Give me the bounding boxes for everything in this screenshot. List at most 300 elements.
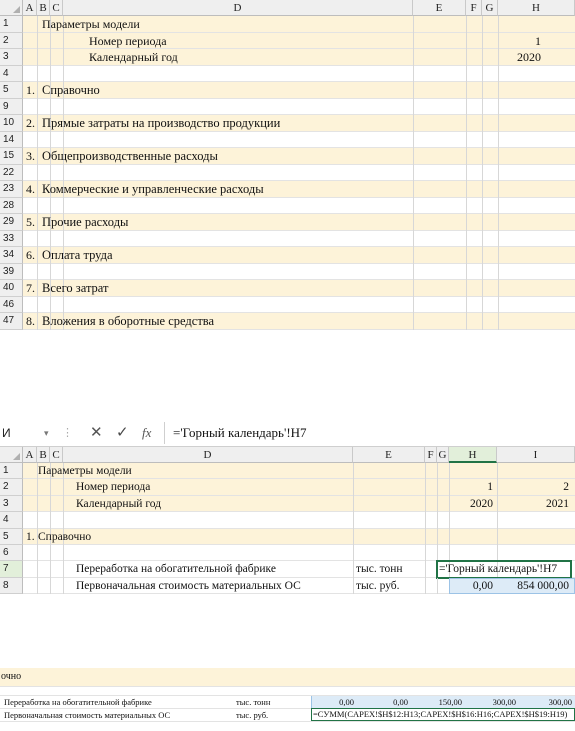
grid-line <box>482 297 483 314</box>
grid-line <box>353 578 354 594</box>
grid-line <box>437 545 438 561</box>
row-label: Общепроизводственные расходы <box>42 149 218 163</box>
sheet-row <box>0 545 575 561</box>
row-label: Параметры модели <box>38 465 132 477</box>
grid-line <box>497 496 498 512</box>
row-label: Прямые затраты на производство продукции <box>42 116 281 130</box>
value-cell[interactable]: 2020 <box>470 497 493 510</box>
grid-line <box>413 313 414 330</box>
col-header-i[interactable]: I <box>497 447 575 463</box>
row-label: Календарный год <box>89 50 178 64</box>
grid-line <box>497 512 498 528</box>
grid-line <box>50 264 51 281</box>
grid-line <box>413 198 414 215</box>
row-header[interactable]: 40 <box>0 280 23 297</box>
row-label: Справочно <box>42 83 100 97</box>
grid-line <box>466 181 467 198</box>
value-cell[interactable]: 854 000,00 <box>517 579 569 592</box>
sheet-row <box>0 463 575 479</box>
row-header[interactable]: 22 <box>0 165 23 182</box>
sheet-row <box>0 181 575 198</box>
cell-formula: =СУММ(CAPEX!$H$12:H13;CAPEX!$H$16:H16;CAPEX!$H$19:H19) <box>313 709 568 719</box>
name-box[interactable]: И <box>2 426 11 440</box>
sheet-row <box>0 313 575 330</box>
grid-line <box>482 99 483 116</box>
grid-line <box>449 512 450 528</box>
grid-line <box>482 198 483 215</box>
sheet-row <box>0 264 575 281</box>
col-header-h[interactable]: H <box>498 0 575 16</box>
row-label: Первоначальная стоимость материальных ОС <box>76 579 301 592</box>
grid-line <box>353 479 354 495</box>
function-icon[interactable]: fx <box>142 425 152 440</box>
row-fill <box>23 132 575 149</box>
grid-line <box>497 529 498 545</box>
value-cell[interactable]: 2021 <box>546 497 569 510</box>
row-label: Всего затрат <box>42 281 109 295</box>
row-label: Оплата труда <box>42 248 113 262</box>
grid-line <box>50 479 51 495</box>
unit-cell: тыс. руб. <box>356 579 400 592</box>
section-row <box>0 668 575 687</box>
row-header[interactable]: 1 <box>0 16 23 33</box>
col-header-e[interactable]: E <box>413 0 466 16</box>
grid-line <box>482 49 483 66</box>
grid-line <box>37 115 38 132</box>
value-cell[interactable]: 0,00 <box>472 579 493 592</box>
sheet-row <box>0 115 575 132</box>
col-header-c[interactable]: C <box>50 447 63 463</box>
grid-line <box>63 49 64 66</box>
row-header[interactable]: 4 <box>0 66 23 83</box>
select-all-corner[interactable] <box>0 447 23 463</box>
grid-line <box>63 231 64 248</box>
grid-line <box>466 165 467 182</box>
value-cell[interactable]: 2020 <box>517 50 541 64</box>
grid-line <box>437 463 438 479</box>
grid-line <box>466 132 467 149</box>
grid-line <box>63 198 64 215</box>
section-number: 7. <box>26 281 35 295</box>
grid-line <box>37 479 38 495</box>
grid-line <box>498 247 499 264</box>
sheet-row <box>0 297 575 314</box>
col-header-g[interactable]: G <box>482 0 498 16</box>
bottom-row-assets <box>0 709 575 722</box>
section-number: 1. <box>26 83 35 97</box>
grid-line <box>413 33 414 50</box>
grid-line <box>37 231 38 248</box>
sheet-row <box>0 529 575 545</box>
grid-line <box>466 280 467 297</box>
grid-line <box>482 165 483 182</box>
row-header[interactable]: 1 <box>0 463 23 479</box>
col-header-f[interactable]: F <box>466 0 482 16</box>
row-header[interactable]: 39 <box>0 264 23 281</box>
grid-line <box>353 529 354 545</box>
row-header[interactable]: 2 <box>0 33 23 50</box>
grid-line <box>425 463 426 479</box>
grid-line <box>466 82 467 99</box>
grid-line <box>498 33 499 50</box>
grid-line <box>37 148 38 165</box>
row-fill <box>23 529 575 545</box>
row-header[interactable]: 5 <box>0 82 23 99</box>
grid-line <box>37 496 38 512</box>
grid-line <box>482 115 483 132</box>
grid-line <box>425 479 426 495</box>
grid-line <box>63 561 64 577</box>
value-cell[interactable]: 1 <box>487 481 493 494</box>
grid-line <box>37 181 38 198</box>
grid-line <box>50 512 51 528</box>
select-all-corner[interactable] <box>0 0 23 16</box>
grid-line <box>50 99 51 116</box>
row-label: Номер периода <box>76 481 151 494</box>
sheet-row <box>0 132 575 149</box>
grid-line <box>497 545 498 561</box>
top-spreadsheet <box>0 0 575 337</box>
grid-line <box>63 33 64 50</box>
grid-line <box>449 529 450 545</box>
grid-line <box>482 82 483 99</box>
row-header[interactable]: 10 <box>0 115 23 132</box>
grid-line <box>466 247 467 264</box>
grid-line <box>466 264 467 281</box>
value-cell[interactable]: 150,00 <box>438 697 462 707</box>
grid-line <box>498 99 499 116</box>
row-label: Прочие расходы <box>42 215 129 229</box>
col-header-d[interactable]: D <box>63 447 353 463</box>
grid-line <box>37 214 38 231</box>
row-fill <box>23 545 575 561</box>
grid-line <box>63 545 64 561</box>
grid-line <box>498 214 499 231</box>
grid-line <box>50 561 51 577</box>
grid-line <box>466 148 467 165</box>
grid-line <box>413 82 414 99</box>
grid-line <box>498 231 499 248</box>
grid-line <box>413 231 414 248</box>
grid-line <box>413 132 414 149</box>
row-header[interactable]: 3 <box>0 49 23 66</box>
section-number: 3. <box>26 149 35 163</box>
row-label: Вложения в оборотные средства <box>42 314 215 328</box>
sheet-row <box>0 280 575 297</box>
grid-line <box>63 496 64 512</box>
row-header[interactable]: 14 <box>0 132 23 149</box>
row-fill <box>23 165 575 182</box>
row-label: Коммерческие и управленческие расходы <box>42 182 264 196</box>
grid-line <box>482 214 483 231</box>
value-cell[interactable]: 1 <box>535 33 541 48</box>
grid-line <box>37 82 38 99</box>
grid-line <box>37 66 38 83</box>
value-cell[interactable]: 0,00 <box>339 697 354 707</box>
grid-line <box>466 99 467 116</box>
bottom-spreadsheet <box>0 668 575 728</box>
row-fill <box>23 82 575 99</box>
grid-line <box>482 181 483 198</box>
grid-line <box>413 297 414 314</box>
row-label: Календарный год <box>76 497 162 510</box>
grid-line <box>50 231 51 248</box>
row-header[interactable]: 33 <box>0 231 23 248</box>
col-header-a[interactable]: A <box>23 447 37 463</box>
section-number: 5. <box>26 215 35 229</box>
grid-line <box>63 578 64 594</box>
row-fill <box>23 66 575 83</box>
col-header-b[interactable]: B <box>37 447 50 463</box>
grid-line <box>353 512 354 528</box>
grid-line <box>498 82 499 99</box>
grid-line <box>353 496 354 512</box>
grid-line <box>37 247 38 264</box>
grid-line <box>50 198 51 215</box>
grid-line <box>63 99 64 116</box>
value-cell[interactable]: 300,00 <box>492 697 516 707</box>
row-header[interactable]: 23 <box>0 181 23 198</box>
grid-line <box>498 181 499 198</box>
section-number: 4. <box>26 182 35 196</box>
sheet-row <box>0 148 575 165</box>
grid-line <box>437 512 438 528</box>
grid-line <box>466 313 467 330</box>
grid-line <box>498 297 499 314</box>
sheet-row <box>0 512 575 528</box>
sheet-row <box>0 198 575 215</box>
row-fill <box>23 99 575 116</box>
grid-line <box>498 198 499 215</box>
row-header[interactable]: 6 <box>0 545 23 561</box>
row-label: Справочно <box>38 530 92 543</box>
section-number: 2. <box>26 116 35 130</box>
grid-line <box>37 313 38 330</box>
value-cell[interactable]: 0,00 <box>393 697 408 707</box>
grid-line <box>37 512 38 528</box>
grid-line <box>466 16 467 33</box>
grid-line <box>37 198 38 215</box>
grid-line <box>437 578 438 594</box>
formula-input[interactable]: ='Горный календарь'!H7 <box>164 422 575 444</box>
sheet-row <box>0 578 575 594</box>
grid-line <box>449 463 450 479</box>
grid-line <box>37 561 38 577</box>
row-header[interactable]: 3 <box>0 496 23 512</box>
grid-line <box>50 545 51 561</box>
grid-line <box>413 264 414 281</box>
grid-line <box>425 512 426 528</box>
grid-line <box>482 231 483 248</box>
sheet-row <box>0 16 575 33</box>
grid-line <box>37 578 38 594</box>
row-label: Номер периода <box>89 33 167 48</box>
row-header[interactable]: 15 <box>0 148 23 165</box>
grid-line <box>63 479 64 495</box>
grid-line <box>466 214 467 231</box>
grid-line <box>37 165 38 182</box>
row-fill <box>23 264 575 281</box>
row-label: Переработка на обогатительной фабрике <box>76 563 276 576</box>
grid-line <box>37 297 38 314</box>
unit-cell: тыс. тонн <box>356 563 403 576</box>
grid-line <box>482 148 483 165</box>
grid-line <box>37 49 38 66</box>
section-number: 1. <box>26 530 35 543</box>
grid-line <box>50 132 51 149</box>
grid-line <box>413 99 414 116</box>
grid-line <box>353 561 354 577</box>
sheet-row <box>0 33 575 50</box>
grid-line <box>63 66 64 83</box>
row-unit: тыс. руб. <box>236 710 269 720</box>
formula-bar <box>0 420 575 447</box>
grid-line <box>498 132 499 149</box>
grid-line <box>482 132 483 149</box>
grid-line <box>449 479 450 495</box>
row-header[interactable]: 7 <box>0 561 23 577</box>
col-header-d[interactable]: D <box>63 0 413 16</box>
row-header[interactable]: 29 <box>0 214 23 231</box>
row-label: Первоначальная стоимость материальных ОС <box>4 710 171 720</box>
grid-line <box>425 578 426 594</box>
row-header[interactable]: 4 <box>0 512 23 528</box>
grid-line <box>413 181 414 198</box>
row-header[interactable]: 34 <box>0 247 23 264</box>
grid-line <box>50 49 51 66</box>
sheet-row <box>0 99 575 116</box>
grid-line <box>466 297 467 314</box>
row-header[interactable]: 9 <box>0 99 23 116</box>
row-header[interactable]: 47 <box>0 313 23 330</box>
sheet-row <box>0 49 575 66</box>
enter-icon[interactable]: ✓ <box>116 424 129 441</box>
col-header-h[interactable]: H <box>449 447 497 463</box>
col-header-c[interactable]: C <box>50 0 63 16</box>
col-header-e[interactable]: E <box>353 447 425 463</box>
sheet-row <box>0 82 575 99</box>
sheet-row <box>0 496 575 512</box>
sheet-row <box>0 479 575 495</box>
sheet-row <box>0 231 575 248</box>
grid-line <box>413 49 414 66</box>
section-number: 6. <box>26 248 35 262</box>
sheet-row <box>0 561 575 577</box>
grid-line <box>413 115 414 132</box>
grid-line <box>498 280 499 297</box>
row-header[interactable]: 8 <box>0 578 23 594</box>
section-label: очно <box>1 671 22 682</box>
grid-line <box>50 297 51 314</box>
grid-line <box>413 16 414 33</box>
grid-line <box>37 264 38 281</box>
grid-line <box>437 496 438 512</box>
section-number: 8. <box>26 314 35 328</box>
grid-line <box>498 148 499 165</box>
grid-line <box>63 297 64 314</box>
grid-line <box>466 33 467 50</box>
value-cell[interactable]: 2 <box>563 481 569 494</box>
row-fill <box>23 512 575 528</box>
sheet-row <box>0 66 575 83</box>
grid-line <box>413 66 414 83</box>
grid-line <box>37 545 38 561</box>
row-label: Переработка на обогатительной фабрике <box>4 697 152 707</box>
sheet-row <box>0 247 575 264</box>
grid-line <box>482 280 483 297</box>
grid-line <box>466 66 467 83</box>
grid-line <box>466 231 467 248</box>
grid-line <box>37 16 38 33</box>
name-box-dropdown-icon[interactable]: ▾ <box>44 428 49 438</box>
grid-line <box>37 280 38 297</box>
middle-spreadsheet <box>0 420 575 598</box>
row-header[interactable]: 46 <box>0 297 23 314</box>
row-fill <box>23 198 575 215</box>
grid-line <box>50 33 51 50</box>
grid-line <box>50 578 51 594</box>
value-cell[interactable]: 300,00 <box>548 697 572 707</box>
grid-line <box>498 66 499 83</box>
row-unit: тыс. тонн <box>236 697 271 707</box>
sheet-row <box>0 214 575 231</box>
grid-line <box>482 16 483 33</box>
grid-line <box>466 198 467 215</box>
grid-line <box>37 132 38 149</box>
grid-line <box>413 214 414 231</box>
sheet-row <box>0 165 575 182</box>
grid-line <box>437 479 438 495</box>
grid-line <box>425 545 426 561</box>
grid-line <box>497 479 498 495</box>
row-fill <box>23 297 575 314</box>
row-header[interactable]: 2 <box>0 479 23 495</box>
grid-line <box>50 66 51 83</box>
grid-line <box>497 463 498 479</box>
grid-line <box>466 49 467 66</box>
middle-grid <box>0 447 575 598</box>
grid-line <box>425 496 426 512</box>
col-header-b[interactable]: B <box>37 0 50 16</box>
grid-line <box>63 132 64 149</box>
formula-edit-cell[interactable] <box>311 708 575 721</box>
grid-line <box>50 165 51 182</box>
col-header-f[interactable]: F <box>425 447 437 463</box>
grid-line <box>482 313 483 330</box>
col-header-g[interactable]: G <box>437 447 449 463</box>
grid-line <box>63 512 64 528</box>
col-header-a[interactable]: A <box>23 0 37 16</box>
cancel-icon[interactable]: ✕ <box>90 424 103 441</box>
grid-line <box>425 529 426 545</box>
grid-line <box>482 264 483 281</box>
grid-line <box>50 496 51 512</box>
editing-formula: ='Горный календарь'!H7 <box>439 563 558 576</box>
grid-line <box>498 115 499 132</box>
row-label: Параметры модели <box>42 17 140 31</box>
formula-bar-divider: ⋮ <box>62 427 73 439</box>
row-header[interactable]: 28 <box>0 198 23 215</box>
row-header[interactable]: 5 <box>0 529 23 545</box>
grid-line <box>413 280 414 297</box>
grid-line <box>498 313 499 330</box>
grid-line <box>449 496 450 512</box>
grid-line <box>498 165 499 182</box>
grid-line <box>63 165 64 182</box>
grid-line <box>413 165 414 182</box>
grid-line <box>37 33 38 50</box>
grid-line <box>482 33 483 50</box>
